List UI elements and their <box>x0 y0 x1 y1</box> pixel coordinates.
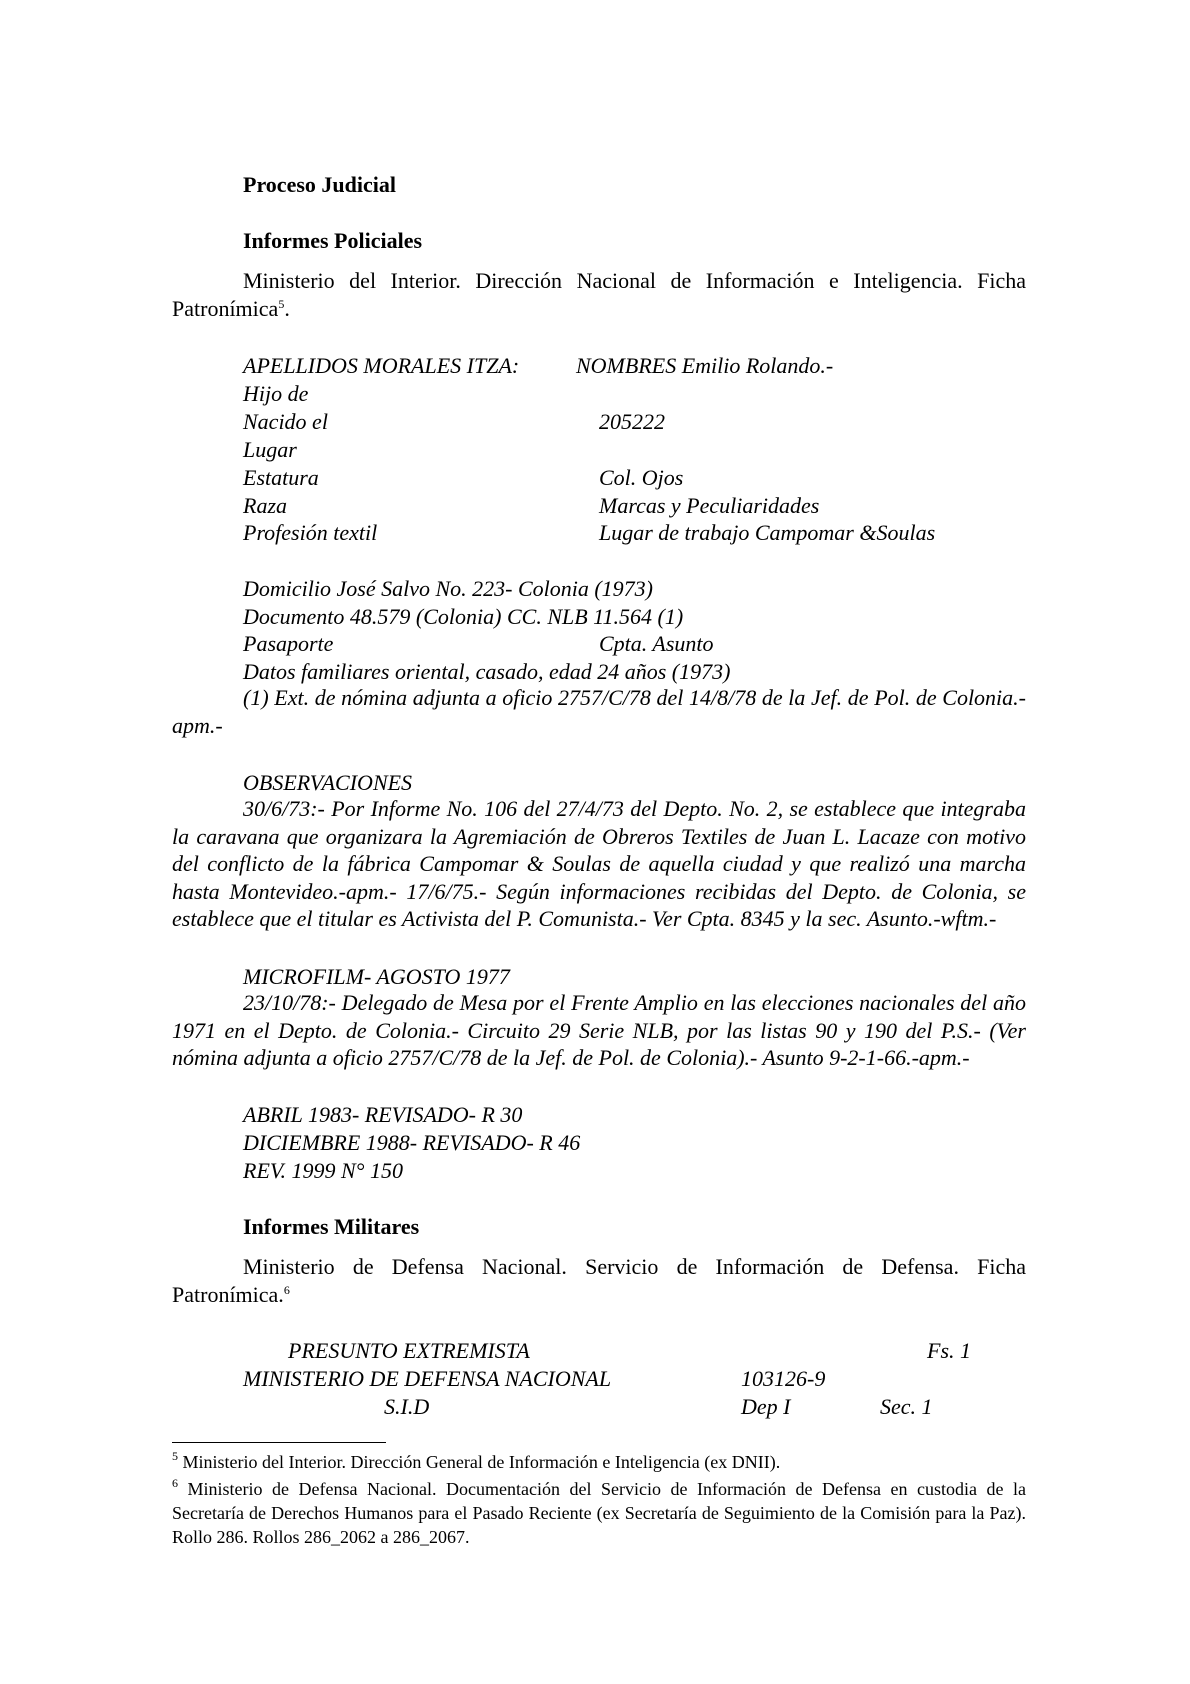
revision-line-3: REV. 1999 N° 150 <box>243 1158 403 1183</box>
policiales-heading: Informes Policiales <box>243 228 423 253</box>
fs-label: Fs. 1 <box>927 1338 971 1363</box>
nacido-field: Nacido el <box>243 409 328 434</box>
dep-label: Dep I <box>741 1394 791 1419</box>
cpta-field: Cpta. Asunto <box>599 631 714 656</box>
datos-field: Datos familiares oriental, casado, edad 24 años (1973) <box>243 659 731 684</box>
ext-note: (1) Ext. de nómina adjunta a oficio 2757/C/78 del 14/8/78 de la Jef. de Pol. de Colonia.-apm.- <box>172 685 1026 738</box>
footnote-ref-6: 6 <box>283 1282 290 1297</box>
observaciones-title: OBSERVACIONES <box>243 770 413 795</box>
trabajo-field: Lugar de trabajo Campomar &Soulas <box>599 520 936 545</box>
marcas-field: Marcas y Peculiaridades <box>599 493 820 518</box>
policiales-intro: Ministerio del Interior. Dirección Nacional de Información e Inteligencia. Ficha Patronímica$^5$. <box>172 268 1026 321</box>
section-title: Proceso Judicial <box>243 172 396 197</box>
pasaporte-field: Pasaporte <box>243 631 334 656</box>
raza-field: Raza <box>243 493 287 518</box>
documento-field: Documento 48.579 (Colonia) CC. NLB 11.564 (1) <box>243 604 684 629</box>
apellidos-field: APELLIDOS MORALES ITZA: <box>243 353 520 378</box>
estatura-field: Estatura <box>243 465 319 490</box>
footnote-separator <box>172 1442 386 1443</box>
militares-heading: Informes Militares <box>243 1214 420 1239</box>
domicilio-field: Domicilio José Salvo No. 223- Colonia (1973) <box>243 576 654 601</box>
footnote-6: $^6$ Ministerio de Defensa Nacional. Documentación del Servicio de Información de Defensa en custodia de la Secretaría de Derechos Humanos para el Pasado Reciente (ex Secretaría de Seguimiento de la Comisión para la Paz). Rollo 286. Rollos 286_2062 a 286_2067. <box>172 1476 1026 1547</box>
numero-label: 103126-9 <box>741 1366 826 1391</box>
ministerio-label: MINISTERIO DE DEFENSA NACIONAL <box>243 1366 612 1391</box>
presunto-label: PRESUNTO EXTREMISTA <box>288 1338 530 1363</box>
revision-line-2: DICIEMBRE 1988- REVISADO- R 46 <box>243 1130 581 1155</box>
footnote-ref-5: 5 <box>278 296 285 311</box>
microfilm-line: MICROFILM- AGOSTO 1977 <box>243 964 510 989</box>
footnote-5: $^5$ Ministerio del Interior. Dirección General de Información e Inteligencia (ex DNII). <box>172 1449 781 1472</box>
revision-line-1: ABRIL 1983- REVISADO- R 30 <box>243 1102 523 1127</box>
nacido-value: 205222 <box>599 409 665 434</box>
observacion-paragraph-1: 30/6/73:- Por Informe No. 106 del 27/4/73 del Depto. No. 2, se establece que integraba la caravana que organizara la Agremiación de Obreros Textiles de Juan L. Lacaze con motivo del conflicto de la fábrica Campomar & Soulas de aquella ciudad y que realizó una marcha hasta Montevideo.-apm.- 17/6/75.- Según informaciones recibidas del Depto. de Colonia, se establece que el titular es Activista del P. Comunista.- Ver Cpta. 8345 y la sec. Asunto.-wftm.- <box>172 796 1026 932</box>
profesion-field: Profesión textil <box>243 520 378 545</box>
observacion-paragraph-2: 23/10/78:- Delegado de Mesa por el Frente Amplio en las elecciones nacionales del año 1971 en el Depto. de Colonia.- Circuito 29 Serie NLB, por las listas 90 y 190 del P.S.- (Ver nómina adjunta a oficio 2757/C/78 de la Jef. de Pol. de Colonia).- Asunto 9-2-1-66.-apm.- <box>172 990 1026 1071</box>
hijo-field: Hijo de <box>243 381 309 406</box>
ojos-field: Col. Ojos <box>599 465 684 490</box>
nombres-field: NOMBRES Emilio Rolando.- <box>576 353 834 378</box>
sid-label: S.I.D <box>384 1394 430 1419</box>
sec-label: Sec. 1 <box>880 1394 933 1419</box>
lugar-field: Lugar <box>243 437 297 462</box>
militares-intro: Ministerio de Defensa Nacional. Servicio de Información de Defensa. Ficha Patronímica.$^6$ <box>172 1254 1026 1307</box>
